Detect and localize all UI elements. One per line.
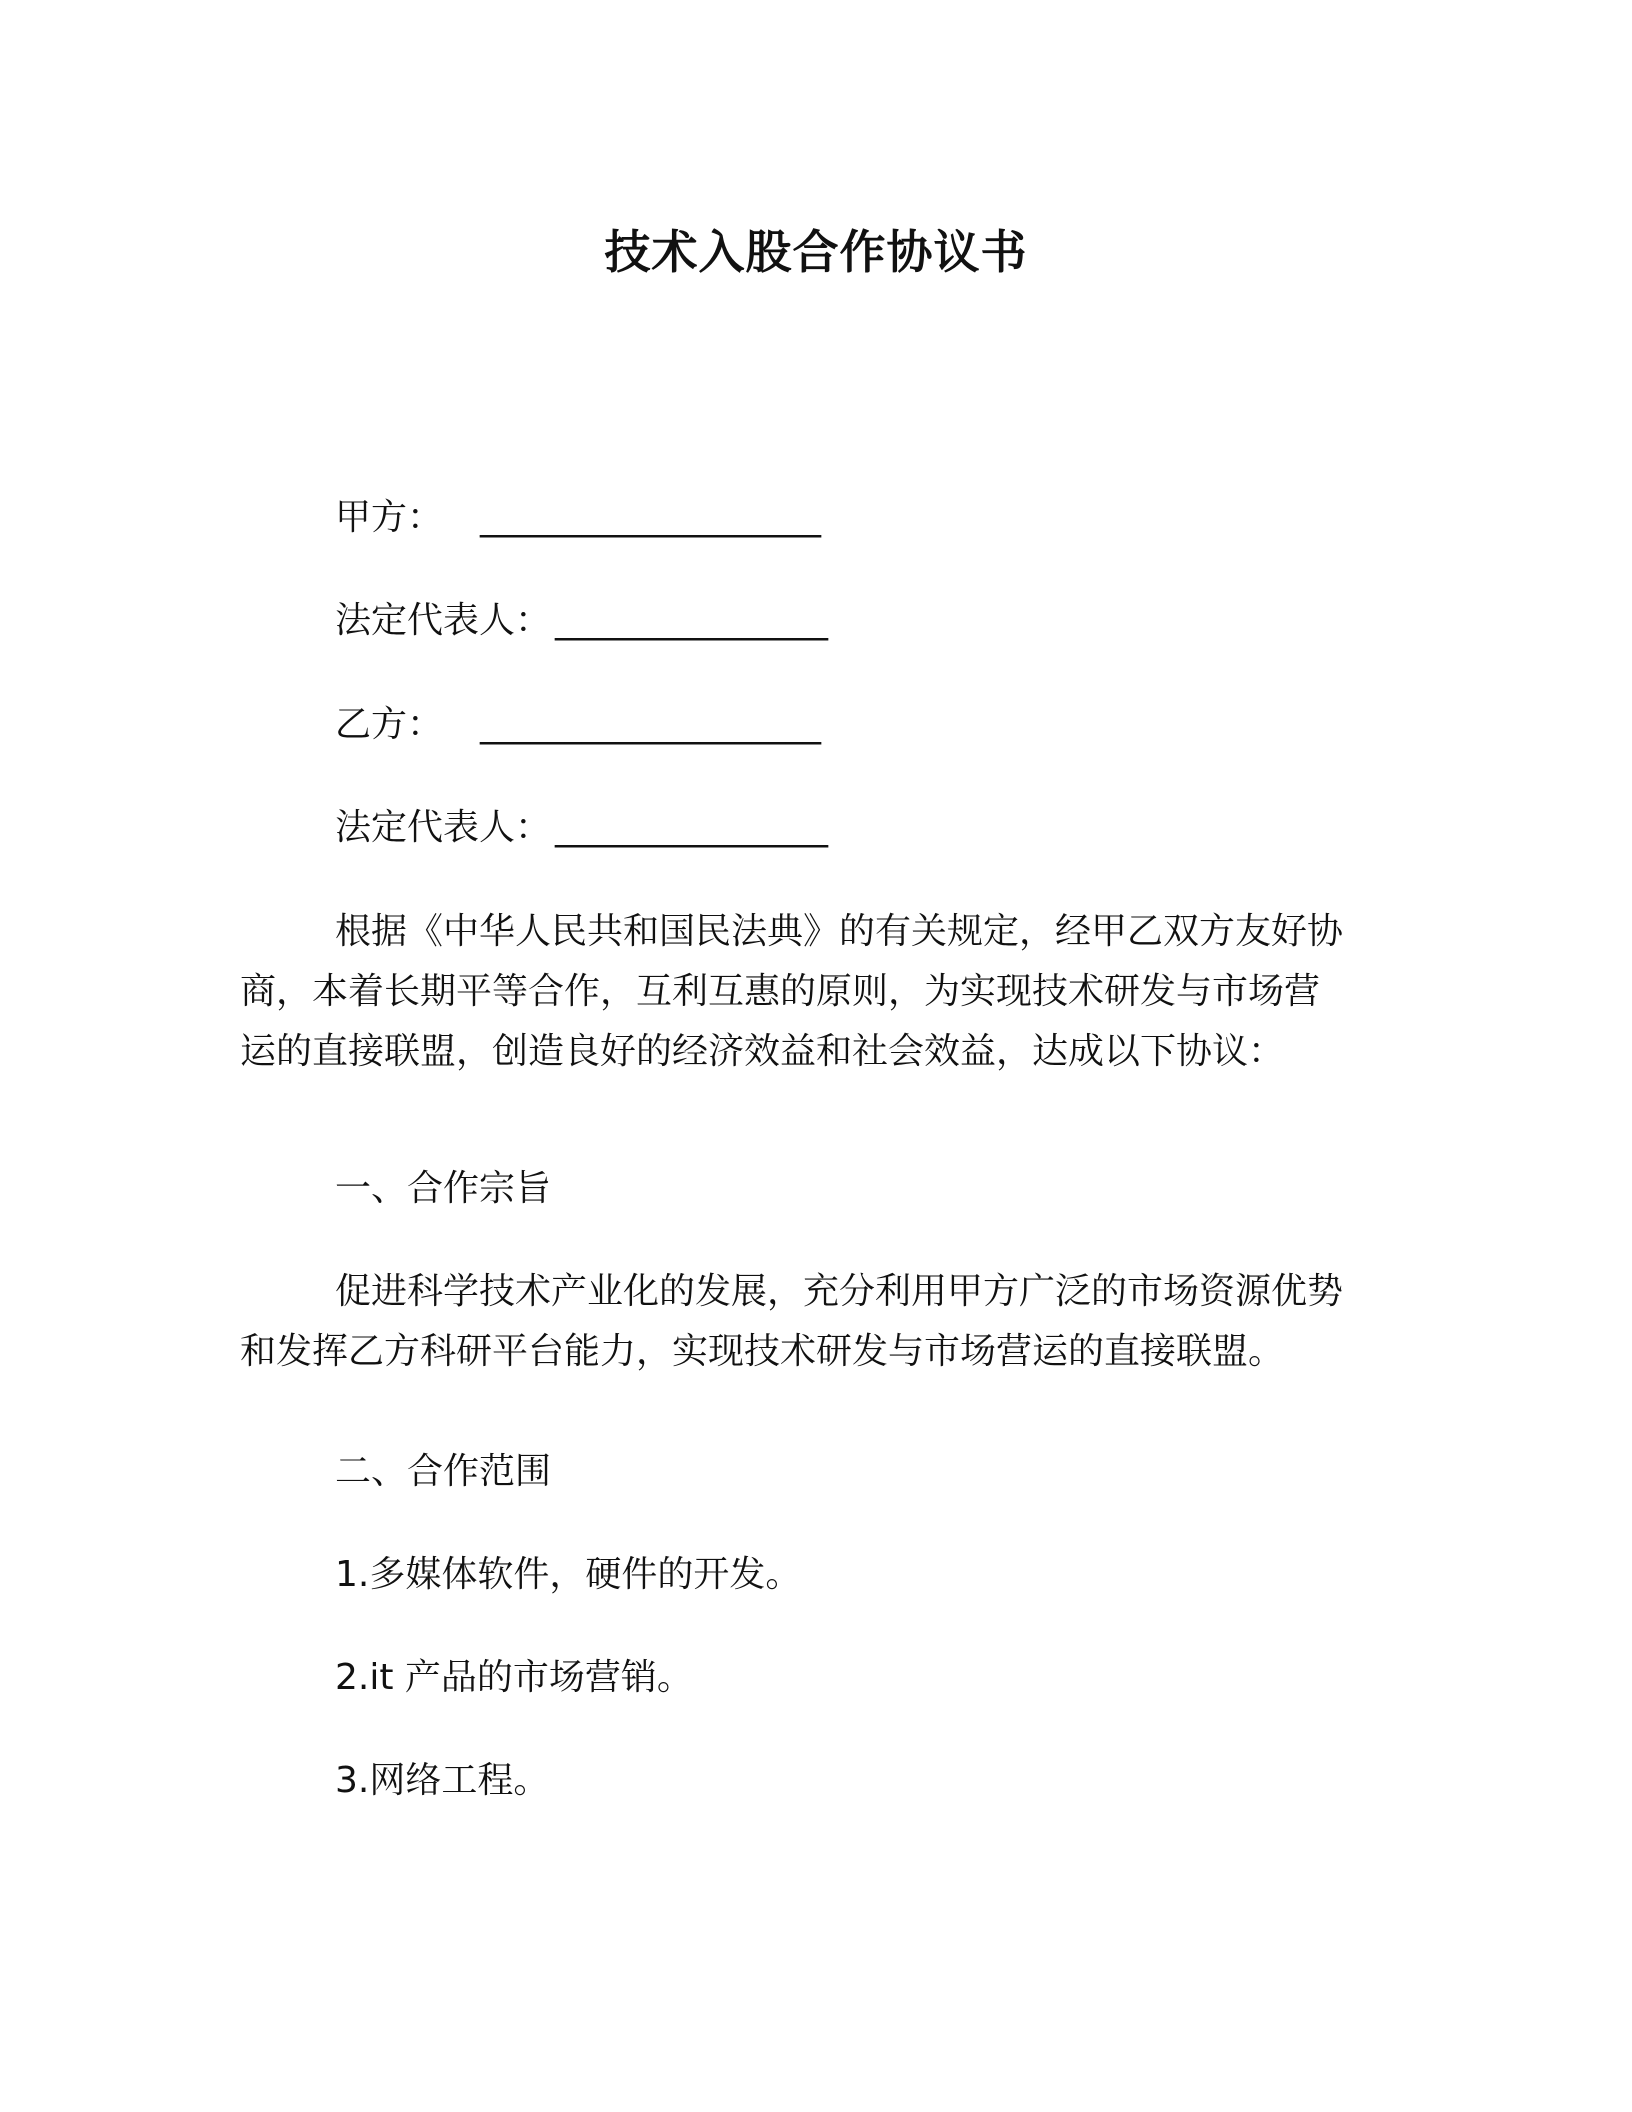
intro-paragraph [240,908,1380,1084]
section1-heading: 一、合作宗旨 [335,1168,552,1209]
party-a-label: 甲方： [335,497,444,538]
party-a-rep-blank: ________________ [555,600,827,641]
party-a-field [335,494,820,542]
party-a-rep-field [335,597,827,645]
section1-line-2: 和发挥乙方科研平台能力，实现技术研发与市场营运的直接联盟。 [240,1331,1285,1372]
party-b-rep-field [335,804,827,852]
section2-item-2: 2.it 产品的市场营销。 [335,1657,693,1698]
section1-paragraph [240,1268,1380,1384]
section2-item-1: 1.多媒体软件，硬件的开发。 [335,1554,802,1595]
party-b-rep-blank: ________________ [555,807,827,848]
intro-line-2: 商，本着长期平等合作，互利互惠的原则，为实现技术研发与市场营 [240,971,1321,1012]
section2-heading: 二、合作范围 [335,1451,552,1492]
party-b-blank: ____________________ [480,704,820,745]
section2-item-3: 3.网络工程。 [335,1760,550,1801]
document-title: 技术入股合作协议书 [604,225,1028,279]
intro-line-3: 运的直接联盟，创造良好的经济效益和社会效益，达成以下协议： [240,1031,1285,1072]
section1-line-1: 促进科学技术产业化的发展，充分利用甲方广泛的市场资源优势 [335,1271,1344,1312]
party-b-rep-label: 法定代表人： [335,807,552,848]
intro-line-1: 根据《中华人民共和国民法典》的有关规定，经甲乙双方友好协 [335,911,1344,952]
party-a-rep-label: 法定代表人： [335,600,552,641]
party-b-label: 乙方： [335,704,444,745]
party-b-field [335,701,820,749]
party-a-blank: ____________________ [480,497,820,538]
